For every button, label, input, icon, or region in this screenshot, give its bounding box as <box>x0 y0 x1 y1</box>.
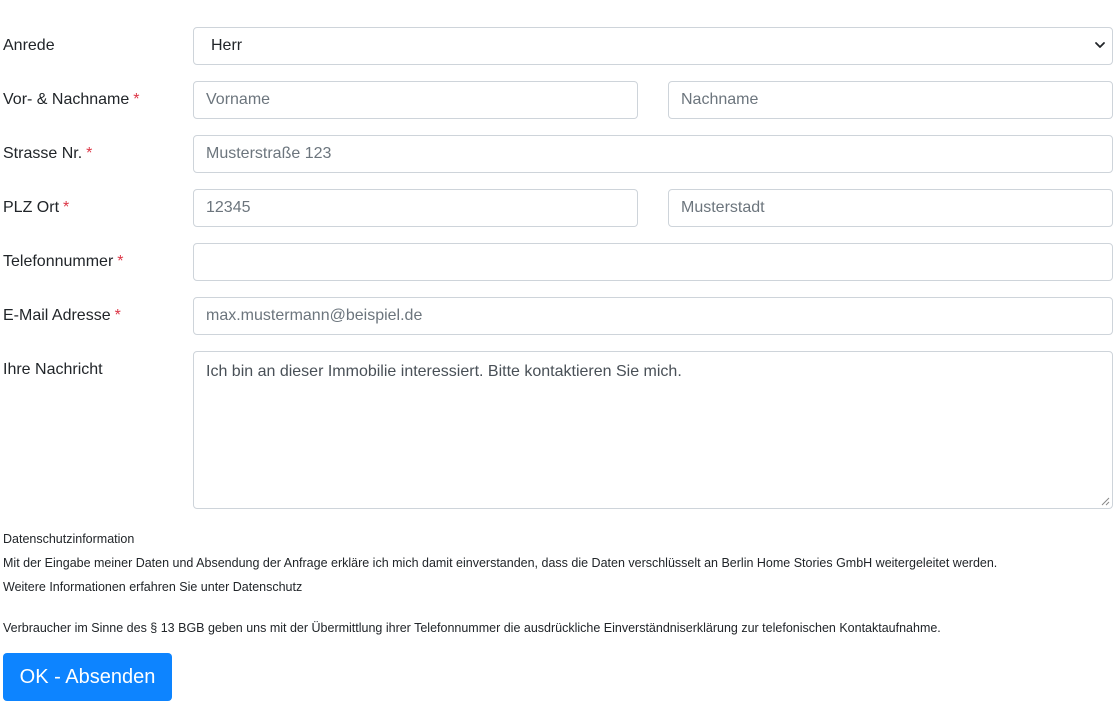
consumer-note: Verbraucher im Sinne des § 13 BGB geben uns mit der Übermittlung ihrer Telefonnummer die ausdrückliche Einverständniserklärung zur telefonischen Kontaktaufnahme. <box>3 621 941 635</box>
required-marker: * <box>133 91 140 108</box>
required-marker: * <box>114 307 121 324</box>
city-label-text: PLZ Ort <box>3 199 60 216</box>
email-input[interactable] <box>193 297 1113 335</box>
message-value: Ich bin an dieser Immobilie interessiert. Bitte kontaktieren Sie mich. <box>206 363 682 380</box>
city-placeholder: Musterstadt <box>681 199 765 216</box>
first-name-input[interactable] <box>193 81 638 119</box>
street-input[interactable] <box>193 135 1113 173</box>
zip-placeholder: 12345 <box>206 199 251 216</box>
required-marker: * <box>63 199 70 216</box>
last-name-placeholder: Nachname <box>681 91 759 108</box>
phone-label-text: Telefonnummer <box>3 253 114 270</box>
name-label <box>3 90 140 110</box>
street-label-text: Strasse Nr. <box>3 145 83 162</box>
privacy-title: Datenschutzinformation <box>3 532 135 546</box>
email-label-text: E-Mail Adresse <box>3 307 111 324</box>
street-placeholder: Musterstraße 123 <box>206 145 332 162</box>
salutation-label-text: Anrede <box>3 37 55 54</box>
submit-button[interactable]: OK - Absenden <box>3 653 172 701</box>
required-marker: * <box>86 145 93 162</box>
email-label <box>3 306 121 326</box>
phone-input[interactable] <box>193 243 1113 281</box>
email-placeholder: max.mustermann@beispiel.de <box>206 307 423 324</box>
salutation-value: Herr <box>211 37 243 54</box>
message-textarea[interactable] <box>193 351 1113 509</box>
last-name-input[interactable] <box>668 81 1113 119</box>
privacy-more-info: Weitere Informationen erfahren Sie unter Datenschutz <box>3 580 303 594</box>
message-label <box>3 360 103 380</box>
privacy-consent-text: Mit der Eingabe meiner Daten und Absendung der Anfrage erkläre ich mich damit einverstanden, dass die Daten verschlüsselt an Berlin Home Stories GmbH weitergeleitet werden. <box>3 556 998 570</box>
first-name-placeholder: Vorname <box>206 91 271 108</box>
city-input[interactable] <box>668 189 1113 227</box>
name-label-text: Vor- & Nachname <box>3 91 130 108</box>
street-label <box>3 144 92 164</box>
phone-label <box>3 252 124 272</box>
resize-handle-icon[interactable] <box>1101 497 1110 506</box>
city-label <box>3 198 69 218</box>
required-marker: * <box>117 253 124 270</box>
message-label-text: Ihre Nachricht <box>3 361 103 378</box>
chevron-down-icon <box>1094 39 1106 51</box>
salutation-label <box>3 36 55 56</box>
zip-input[interactable] <box>193 189 638 227</box>
salutation-select[interactable] <box>193 27 1113 65</box>
